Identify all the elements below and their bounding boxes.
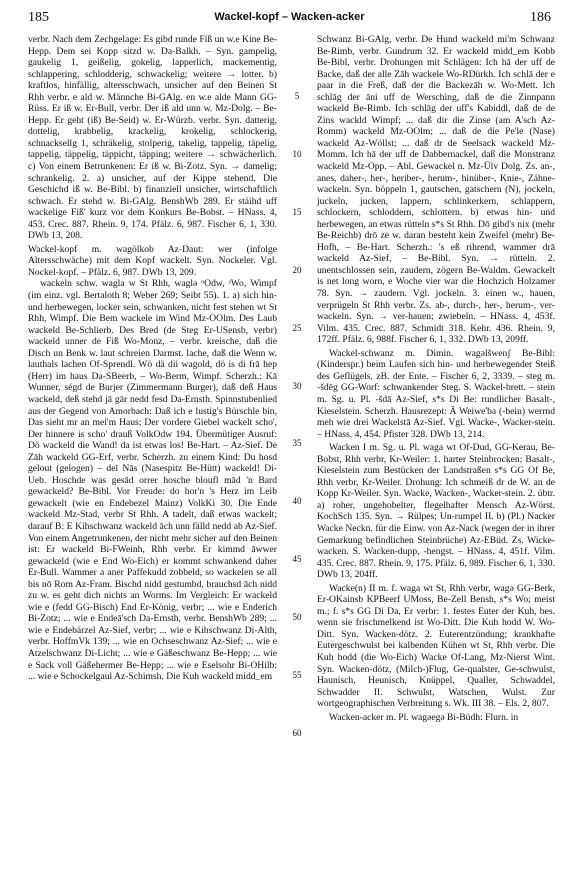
entry-wackel-kopf: Wackel-kopf m. wagölkob Az-Daut: wer (infolge Altersschwäche) mit dem Kopf wackelt. Syn. Nockeler. Vgl. Nockel-kopf. – Pfälz. 6, 987. DWb 13, 209. <box>28 243 277 278</box>
line-number: 30 <box>292 381 302 391</box>
line-number: 20 <box>292 265 302 275</box>
entry-paragraph: Schwanz Bi-GAlg, verbr. De Hund wackeld mi'm Schwanz Be-Rimb, verbr. Gundrum 32. Er wackeld midd_em Kobb Be-Bibl, verbr. Drohungen mit Schlägen: Ich hā der uff de Backe, daß der alle Zāh wackele Wo-RDürkh. Ich schlā der e paar in die Freß, daß der die Backezāh w. Wo-Mett. Ich schlāg der āni uff de Wersching, daß de die Zinnpann wackeld Be-Rimb. Ich schlāg der uff's Kabiddl, daß de de Zins wackld Wimpf; ... daß dir die Zinse (am A'sch Az-Romm) wackeld Mz-OOlm; ... daß de die Pe'le (Nase) wackeld Az-Wöllst; ... daß dr de Seelsack wackeld Mz-Momm. Ich hā der uff de Dabbernackel, daß die Monstranz wackeld Mz-Opp. – Abl. Gewackel n. Mz-Ülv Dolg. Zs. an-, anes, daher-, her-, heriber-, herum-, hinüber-, Knie-, Zähne-wackeln. Syn. böppeln 1, gautschen, gatschern (N), jockeln, juckeln, jucken, lappern, schlinkerkern, schlappern, schlockern, schloddern, schlottern. b) etwas hin- und herbewegen, an etwas rütteln s*s St Rhh. Dō gibd's nix (mehr Be-Reichb) drō ze w. daran besteht kein Zweifel (mehr) Be-Hofh, – Be-Hart. Scherzh.: 's eß rihrend, wammer drā wackeld Az-Sief, – Be-Bibl. Syn. → rütteln. 2. unentschlossen sein, zaudern, zögern Be-Waldm. Gewackelt is net long worn, e Woche vier war die Hochzich Holzamer 78. Syn. → zaudern. Vgl. jockeln. 3. einen w., hauen, verprügeln St Rhh verbr. Zs. ab-, durch-, her-, herum-, ver-wackeln. Syn. → ver-hauen; zwiebeln. – HNass. 4, 453f. Vilm. 435. Crec. 887. Schmidt 318. Kehr. 436. Rhein. 9, 172ff. Pfälz. 6, 988f. Fischer 6, 1, 332. DWb 13, 209ff. <box>317 34 555 346</box>
line-number: 50 <box>292 612 302 622</box>
line-number: 10 <box>292 149 302 159</box>
entry-wacken-2: Wacke(n) II m. f. waga wt St, Rhh verbr, wagə GG-Berk, Er-OKainsb KPBeerf UMoss, Be-Zell Bensh, s*s Wo; meist m.; f. s*s GG Di Da, Er verbr: 1. festes Euter der Kuh, bes. wenn sie frischmelkend ist Wo-Ditt. Die Kuh hodd W. Wo-Ditt. Syn. Wacken-dötz. 2. Euterentzündung; krankhafte Eutergeschwulst bei kalbenden Kühen wt St, Rhh verbr. Die Kuh hodd (die Wo-Eich) Wacke Of-Lang, Mz-Nierst Wint. Syn. Wacken-dötz, (Milch-)Flug, Ge-qualster, Ge-schwulst, Haunisch, Heunisch, Knüppel, Qualler, Schwaddel, Schwadder II. Schwulst, Watschen, Wulst. Zur wortgeographischen Verbreitung s. Wk. III 38. – Els. 2, 807. <box>317 582 555 710</box>
page-number-right: 186 <box>530 10 551 25</box>
line-number: 40 <box>292 496 302 506</box>
line-number: 55 <box>292 670 302 680</box>
line-number: 60 <box>292 728 302 738</box>
page-number-left: 185 <box>28 10 49 25</box>
line-number: 5 <box>294 91 300 101</box>
entry-wacken-1: Wacken I m. Sg. u. Pl. waga wt Of-Dud, GG-Kerau, Be-Bobst, Rhh verbr, Kr-Weiler: 1. harter Steinbrocken; Basalt-, Kieselstein zum Bestücken der Landstraßen s*s GG Of Be, Rhh verbr, Kr-Weiler. Drohung: Ich schmeiß dr de W. an de Kopp Kr-Weiler. Syn. Wacke, Wacken-, Wacker-stein. 2. übtr. a) roher, ungehobelter, flegelhafter Mensch Az-Wörst. KochSch 135. Syn. → Rülpes; Un-rumpel II. b) (Pl.) Nacker Wacke Neckn. für die Einw. von Az-Nack (wegen der in ihrer Gemarkung befindlichen Steinbrüche) Az-EBüd. Zs. Wicke-wacken. S. Wacken-dupp, -hengst. – HNass. 4, 451f. Vilm. 435. Crec. 887. Rhein. 9, 175. Pfälz. 6, 989. Fischer 6, 1, 330. DWb 13, 204ff. <box>317 442 555 581</box>
left-column <box>28 34 277 683</box>
line-number: 15 <box>292 207 302 217</box>
entry-paragraph: verbr. Nach dem Zechgelage: Es gibd runde Fiß un w.e Kine Be-Hepp. Dem sei Kopp sitzd w. Da-Balkh. – Syn. gampelig, gaukelig 1, geißelig, gokelig, lapperlich, mackementig, schlappering, schlodderig, schwackelig; weitere → lotter. b) kraftlos, hinfällig, altersschwach, unsicher auf den Beinen St Rhh verbr. e ald w. Männche Bi-GAlg. en w.e alde Mann GG-Rüss. Er iß w. Er-Bull, verbr. Der iß ald unn w. Mz-Dolg. – Be-Hepp. Er geht (iß) Be-Seid) w. Er-Würzb. verbr. Syn. datterig, dottelig, krabbelig, krackelig, krokelig, schlockerig, schnacksellg 1, schräkelig, stolperig, takelig, tappelig, täpelig, tappelig, täppelig, täppicht, täpping; weitere → schwächerlich. c) Von einem Betrunkenen: Er iß w. Bi-Zotz. Syn. → damelig; schrankelig. 2. a) unsicher, auf der Kippe stehend. Die Geschichd iß w. Be-Bibl. b) finanziell unsicher, wirtschaftlich schwach. Er stehd w. Bi-GAlg. BenshWb 289. Er stäihd uff wackelige Fiß' kurz vor dem Konkurs Be-Bobst. – HNass. 4, 453. Crec. 887. Rhein. 9, 174. Pfälz. 6, 987. Fischer 6, 1, 330. DWb 13, 208. <box>28 34 277 242</box>
right-column <box>317 34 555 723</box>
entry-wacken-acker: Wacken-acker m. Pl. wagəegə Bi-Büdh: Flurn. in <box>329 711 519 723</box>
running-title: Wackel-kopf – Wacken-acker <box>214 11 365 23</box>
entry-wackel-schwanz: Wackel-schwanz m. Dimin. wagəlšwenʃ Be-Bibl: (Kinderspr.) beim Laufen sich hin- und herbewegender Steiß des Geflügels, zB. der Ente. – Fischer 6, 2, 3339. – steg m. -šdēg GG-Worf: schwankender Steg. S. Wackel-brett. – stein m. Sg. u. Pl. -šdā Az-Sief, s*s Di Be: rundlicher Basalt-, Kieselstein. Scherzh. Hausrezept: Ā Weiwe'ba (-bein) werrnd meh wie drei Wackelstā Az-Sief. Vgl. Wacke-, Wacker-stein. – HNass. 4, 454. Pfister 328. DWb 13, 214. <box>317 347 555 440</box>
line-number: 35 <box>292 438 302 448</box>
entry-wackeln: wackeln schw. wagla w St Rhh, waglǝ ᵒOdw, ˢWo, Wimpf (im einz. vgl. Bertaloth 8; Weber 269; Seibt 55). 1. a) sich hin- und herbewegen, locker sein, schwanken, nicht fest stehen wt St Rhh, Wimpf. Die Bem wackele im Wind Mz-OOlm. Des Laub wackeld Be-Schlierb. Des Bred (de Steg Er-USensb, verbr) wackeld unner de Fiß Wo-Monz, – verbr. kreische, daß die Disch un Benk w. laut schreien Darmst. lache, daß die Wenn w. lauthals lachen Of-Sprendl. Wö dä dii wagold, dö is di frā hep (Herr) im haus Da-SBeerb, – Wo-Berm, Wimpf. Scherzh.: Kā Wunner, ségd de Burjer (Zimmermann Burger), daß deß Haus wackeld, deß stehd jā gār nedd fesd Da-Ernsth. Spinnstubenlied aus der Gegend von Amorbach: Daß ich e lustig's Bürschle bin, Das sieht mr an mei'm Haus; Der vordere Giebel wackelt scho', Der hinnere is scho' drauß VolkOdw 194. Übermütiger Ausruf: Dö wackeld die Wand! da ist etwas los! Be-Hart. – Az-Sief. De Zāh wackeld GG-Erf, verbr. Scherzh. zu einem Kind: Du hosd gelout (gelogen) – deī Nās (Nasespitz Be-Hütt) wackeld! Di-Ueb. Hoschde was gesād orrer hosche bloufl mād 'n Bard gewackeld? Be-Bibl. Vor Freude: do hor'n 's Herz im Leib gewackelt (wie en Endebezel Mainz) VolkKi 30. Die Ende wackeld Mz-Stad, verbr St Rhh. A tadelt, daß etwas wackelt; darauf B: E Kihschwanz wackeld āch unn fälld nedd ab Az-Sief. Von einem Angetrunkenen, der nicht mehr sicher auf den Beinen ist: Er wackeld Bi-FWeinh, Rhh verbr. Er kimmd āwwer gewackeld (wie e End Wo-Eich) er kommt schwankend daher Er-Bull. Wammer a aner Paffekudd zobbeld, so wackelen se all bis nō Rom Az-Fram. Bischd nidd gestumbd, brauchsd āch nidd zu w. es geht dich nichts an Worms. Im Vergleich: Er wackeld wie e (fedd GG-Bisch) End Er-König, verbr; ... wie e Enderich Bi-Zotz; ... wie e Endeā'sch Da-Ernsth, verbr. BenshWb 289; ... wie e Endebärzel Az-Sief, verbr; ... wie e Kihschwanz Di-Alth, verbr. HoffmVk 139; ... wie en Ochseschwanz Az-Sief; ... wie e Atzelschwanz Di-Licht; ... wie e Gäßeschwanz Be-Hepp; ... wie e Sack voll Gäßehermer Be-Hepp; ... wie e Eselsohr Bi-OHilb; ... wie e Schockelgaul Az-Schimsh. Die Kuh wackeld midd_em <box>28 278 277 683</box>
page-header <box>28 10 551 26</box>
line-number: 45 <box>292 554 302 564</box>
line-number: 25 <box>292 323 302 333</box>
